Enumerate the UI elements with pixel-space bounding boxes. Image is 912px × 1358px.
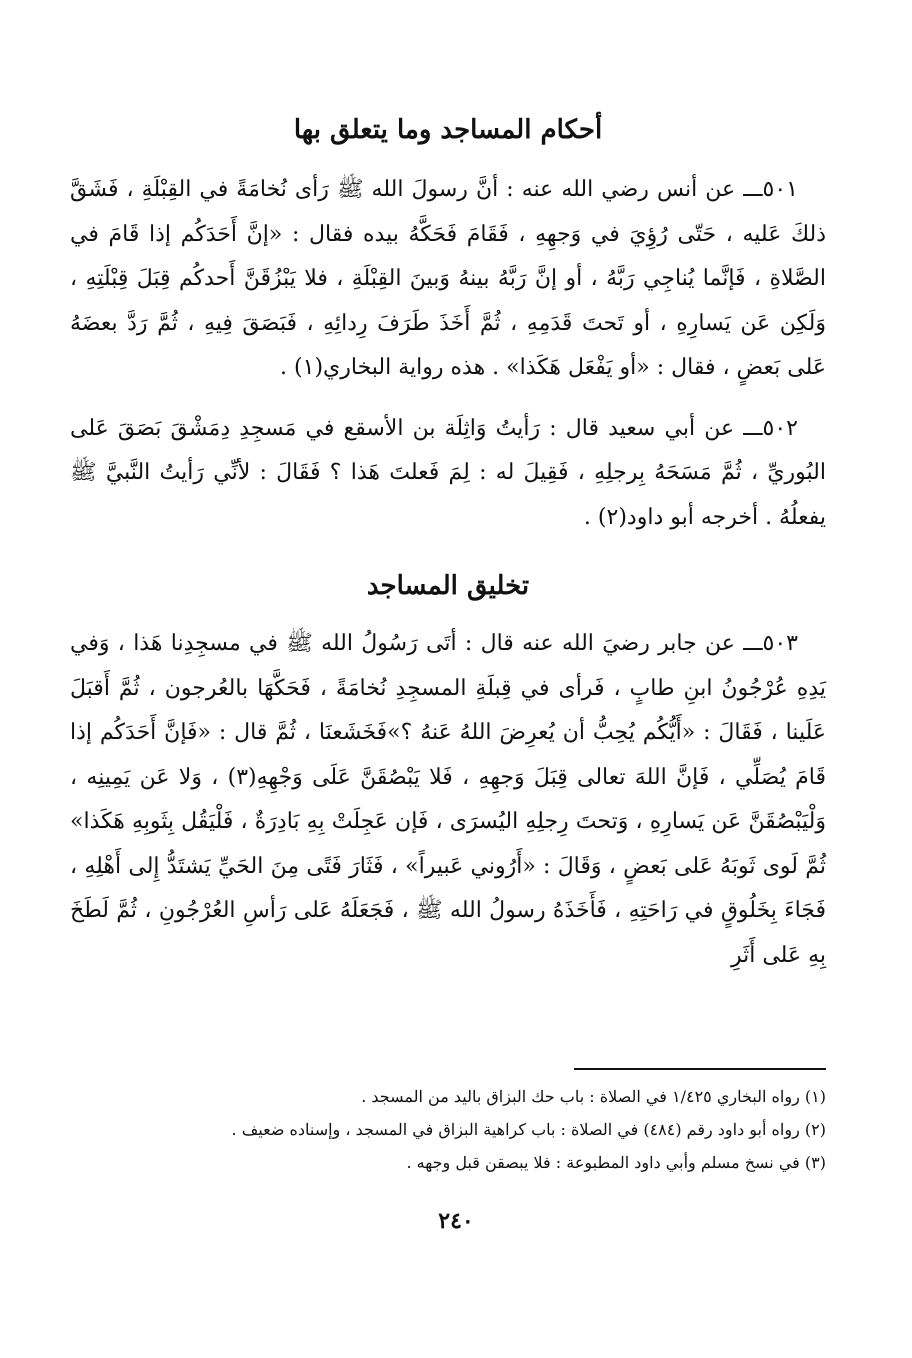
section-heading-perfuming-mosques: تخليق المساجد [366,571,530,601]
footnote-3: (٣) في نسخ مسلم وأبي داود المطبوعة : فلا يبصقن قبل وجهه . [406,1153,826,1172]
footnote-1: (١) رواه البخاري ١/٤٢٥ في الصلاة : باب حك البزاق باليد من المسجد . [361,1087,826,1106]
footnote-2: (٢) رواه أبو داود رقم (٤٨٤) في الصلاة : باب كراهية البزاق في المسجد ، وإسناده ضعيف . [231,1120,826,1139]
hadith-503-paragraph: ٥٠٣ـــ عن جابر رضيَ الله عنه قال : أتَى رَسُولُ الله ﷺ في مسجِدِنا هَذا ، وَفي يَدِهِ عُرْجُونُ ابنِ طابٍ ، فَرأى في قِبلَةِ المسجِدِ نُخامَةً ، فَحَكَّهَا بالعُرجون ، ثُمَّ أَقبَلَ عَلَينا ، فَقَالَ : «أَيُّكُم يُحِبُّ أن يُعرِضَ اللهُ عَنهُ ؟»فَخَشَعنَا ، ثُمَّ قال : «فَإنَّ أَحَدَكُم إذا قَامَ يُصَلِّي ، فَإنَّ اللهَ تعالى قِبَلَ وَجهِهِ ، فَلا يَبْصُقَنَّ عَلَى وَجْهِهِ(٣) ، وَلا عَن يَمِينِه ، وَلْيَبْصُقَنَّ عَن يَسارِهِ ، وَتحتَ رِجلِهِ اليُسرَى ، فَإن عَجِلَتْ بِهِ بَادِرَةٌ ، فَلْيَقُل بِثَوبِهِ هَكَذا» ثُمَّ لَوى ثَوبَهُ عَلى بَعضٍ ، وَقَالَ : «أَرُوني عَبيراً» ، فَثَارَ فَتًى مِنَ الحَيِّ يَشتَدُّ إِلى أَهْلِهِ ، فَجَاءَ بِخَلُوقٍ في رَاحَتِهِ ، فَأَخَذَهُ رسولُ الله ﷺ ، فَجَعَلَهُ عَلى رَأسِ العُرْجُونِ ، ثُمَّ لَطَخَ بِهِ عَلى أَثَرِ [70,631,826,968]
footnote-divider [574,1068,826,1070]
page-number: ٢٤٠ [438,1208,474,1234]
footnotes [74,1068,826,1179]
section-heading-mosque-rulings: أحكام المساجد وما يتعلق بها [293,115,603,145]
hadith-502-paragraph: ٥٠٢ـــ عن أبي سعيد قال : رَأيتُ وَاثِلَة بن الأسقع في مَسجِدِ دِمَشْقَ بَصَقَ عَلى البُوريِّ ، ثُمَّ مَسَحَهُ بِرجلِهِ ، فَقِيلَ له : لِمَ فَعلتَ هَذا ؟ فَقَالَ : لأنِّي رَأيتُ النَّبيَّ ﷺ يفعلُهُ . أخرجه أبو داود(٢) . [70,415,826,530]
page-body [70,108,826,978]
hadith-501-paragraph: ٥٠١ـــ عن أنس رضي الله عنه : أنَّ رسولَ الله ﷺ رَأى نُخامَةً في القِبْلَةِ ، فَشَقَّ ذلكَ عَليه ، حَتّى رُؤِيَ في وَجهِهِ ، فَقَامَ فَحَكَّهُ بيده فقال : «إنَّ أَحَدَكُم إذا قَامَ في الصَّلاةِ ، فَإنَّما يُناجِي رَبَّهُ ، أو إنَّ رَبَّهُ بينهُ وَبينَ القِبْلَةِ ، فلا يَبْزُقَنَّ أَحدكُم قِبَلَ قِبْلَتِهِ ، وَلَكِن عَن يَسارِهِ ، أو تَحتَ قَدَمِهِ ، ثُمَّ أَخَذَ طَرَفَ رِدائِهِ ، فَبَصَقَ فِيهِ ، ثُمَّ رَدَّ بعضَهُ عَلى بَعضٍ ، فقال : «أو يَفْعَل هَكَذا» . هذه رواية البخاري(١) . [70,177,826,380]
